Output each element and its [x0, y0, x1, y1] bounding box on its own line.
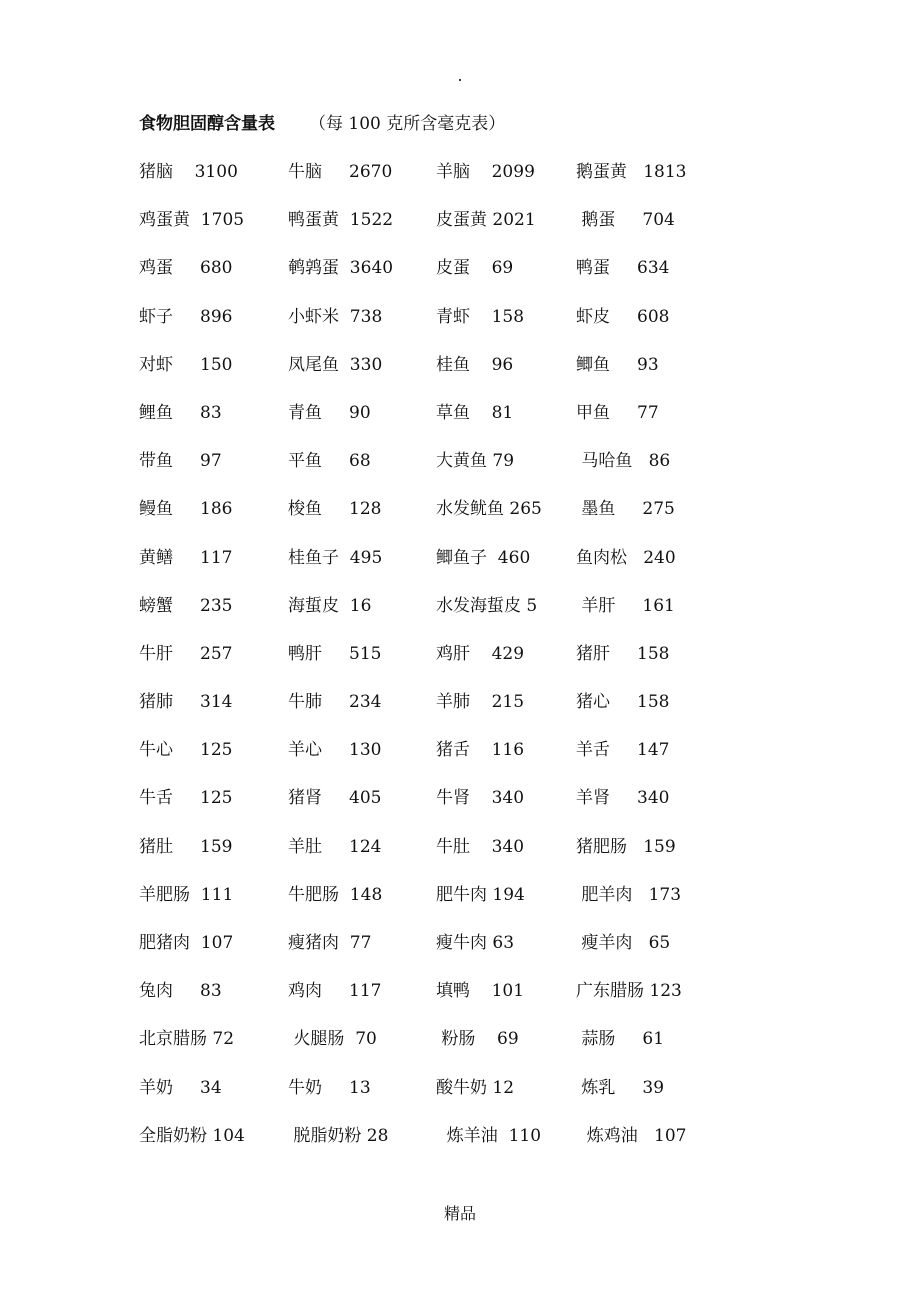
food-entry: 牛脑 2670: [288, 162, 393, 182]
food-entry: 粉肠 69: [436, 1029, 519, 1050]
food-entry: 猪心 158: [576, 692, 670, 713]
food-entry: 牛舌 125: [139, 788, 233, 809]
food-entry: 虾子 896: [139, 306, 233, 327]
table-row: [0, 738, 920, 786]
food-entry: 肥猪肉 107: [139, 933, 234, 953]
food-entry: 羊舌 147: [576, 740, 670, 761]
food-entry: 牛肝 257: [139, 643, 233, 664]
page-footer: 精品: [443, 1204, 476, 1223]
food-entry: 桂鱼 96: [436, 354, 514, 375]
food-entry: 脱脂奶粉 28: [288, 1125, 389, 1146]
table-row: [0, 594, 920, 642]
title-main: 食物胆固醇含量表: [139, 114, 275, 134]
food-entry: 螃蟹 235: [139, 595, 233, 616]
food-entry: 猪脑 3100: [139, 162, 238, 182]
table-row: [0, 353, 920, 401]
food-entry: 凤尾鱼 330: [288, 354, 383, 375]
food-entry: 马哈鱼 86: [576, 451, 671, 472]
food-entry: 青虾 158: [436, 306, 525, 327]
food-entry: 梭鱼 128: [288, 499, 382, 520]
food-entry: 草鱼 81: [436, 402, 514, 423]
table-row: [0, 835, 920, 883]
food-entry: 带鱼 97: [139, 451, 222, 472]
table-row: [0, 1076, 920, 1124]
food-entry: 墨鱼 275: [576, 499, 675, 520]
food-entry: 鹌鹑蛋 3640: [288, 258, 394, 279]
food-entry: 猪肚 159: [139, 836, 233, 857]
food-entry: 水发鱿鱼 265: [436, 499, 542, 520]
table-row: [0, 256, 920, 304]
food-entry: 牛肥肠 148: [288, 884, 383, 905]
food-entry: 鳗鱼 186: [139, 499, 233, 520]
food-entry: 甲鱼 77: [576, 402, 659, 423]
food-entry: 鹅蛋黄 1813: [576, 162, 687, 182]
food-entry: 牛奶 13: [288, 1077, 371, 1098]
food-entry: 猪肾 405: [288, 788, 382, 809]
food-entry: 牛肾 340: [436, 788, 525, 809]
document-title: [139, 112, 505, 136]
food-entry: 大黄鱼 79: [436, 451, 515, 472]
cholesterol-table: [0, 160, 920, 1172]
food-entry: 鸭肝 515: [288, 643, 382, 664]
food-entry: 炼羊油 110: [436, 1125, 542, 1146]
table-row: [0, 449, 920, 497]
food-entry: 兔肉 83: [139, 981, 222, 1002]
food-entry: 肥牛肉 194: [436, 884, 525, 905]
table-row: [0, 497, 920, 545]
food-entry: 酸牛奶 12: [436, 1077, 515, 1098]
food-entry: 牛肚 340: [436, 836, 525, 857]
food-entry: 火腿肠 70: [288, 1029, 377, 1050]
table-row: [0, 1027, 920, 1075]
title-subtitle: （每 100 克所含毫克表）: [309, 114, 506, 134]
food-entry: 瘦羊肉 65: [576, 933, 671, 953]
table-row: [0, 208, 920, 256]
food-entry: 炼鸡油 107: [576, 1125, 687, 1146]
food-entry: 桂鱼子 495: [288, 547, 383, 568]
food-entry: 羊肚 124: [288, 836, 382, 857]
food-entry: 猪肺 314: [139, 692, 233, 713]
food-entry: 全脂奶粉 104: [139, 1125, 245, 1146]
food-entry: 鹅蛋 704: [576, 210, 675, 231]
table-row: [0, 931, 920, 979]
food-entry: 瘦牛肉 63: [436, 933, 515, 953]
food-entry: 牛心 125: [139, 740, 233, 761]
food-entry: 小虾米 738: [288, 306, 383, 327]
food-entry: 鸭蛋黄 1522: [288, 210, 394, 231]
food-entry: 北京腊肠 72: [139, 1029, 235, 1050]
food-entry: 羊肾 340: [576, 788, 670, 809]
food-entry: 黄鳝 117: [139, 547, 233, 568]
table-row: [0, 883, 920, 931]
food-entry: 鸡肉 117: [288, 981, 382, 1002]
food-entry: 水发海蜇皮 5: [436, 595, 538, 616]
food-entry: 平鱼 68: [288, 451, 371, 472]
food-entry: 炼乳 39: [576, 1077, 665, 1098]
food-entry: 青鱼 90: [288, 402, 371, 423]
header-mark: .: [457, 66, 463, 85]
table-row: [0, 1124, 920, 1172]
table-row: [0, 305, 920, 353]
food-entry: 猪舌 116: [436, 740, 525, 761]
food-entry: 羊奶 34: [139, 1077, 222, 1098]
food-entry: 羊脑 2099: [436, 162, 535, 182]
food-entry: 鲫鱼子 460: [436, 547, 531, 568]
food-entry: 羊心 130: [288, 740, 382, 761]
food-entry: 猪肝 158: [576, 643, 670, 664]
food-entry: 羊肺 215: [436, 692, 525, 713]
food-entry: 鲫鱼 93: [576, 354, 659, 375]
food-entry: 猪肥肠 159: [576, 836, 676, 857]
food-entry: 鸡蛋 680: [139, 258, 233, 279]
food-entry: 鸭蛋 634: [576, 258, 670, 279]
food-entry: 海蜇皮 16: [288, 595, 372, 616]
food-entry: 鸡肝 429: [436, 643, 525, 664]
food-entry: 鸡蛋黄 1705: [139, 210, 245, 231]
table-row: [0, 642, 920, 690]
food-entry: 羊肝 161: [576, 595, 675, 616]
food-entry: 填鸭 101: [436, 981, 525, 1002]
food-entry: 鲤鱼 83: [139, 402, 222, 423]
table-row: [0, 546, 920, 594]
food-entry: 牛肺 234: [288, 692, 382, 713]
table-row: [0, 786, 920, 834]
table-row: [0, 160, 920, 208]
food-entry: 广东腊肠 123: [576, 981, 682, 1002]
food-entry: 蒜肠 61: [576, 1029, 665, 1050]
food-entry: 瘦猪肉 77: [288, 933, 372, 953]
table-row: [0, 401, 920, 449]
food-entry: 羊肥肠 111: [139, 884, 234, 905]
table-row: [0, 979, 920, 1027]
food-entry: 对虾 150: [139, 354, 233, 375]
food-entry: 鱼肉松 240: [576, 547, 676, 568]
food-entry: 皮蛋黄 2021: [436, 210, 536, 231]
table-row: [0, 690, 920, 738]
food-entry: 肥羊肉 173: [576, 884, 682, 905]
food-entry: 皮蛋 69: [436, 258, 514, 279]
food-entry: 虾皮 608: [576, 306, 670, 327]
